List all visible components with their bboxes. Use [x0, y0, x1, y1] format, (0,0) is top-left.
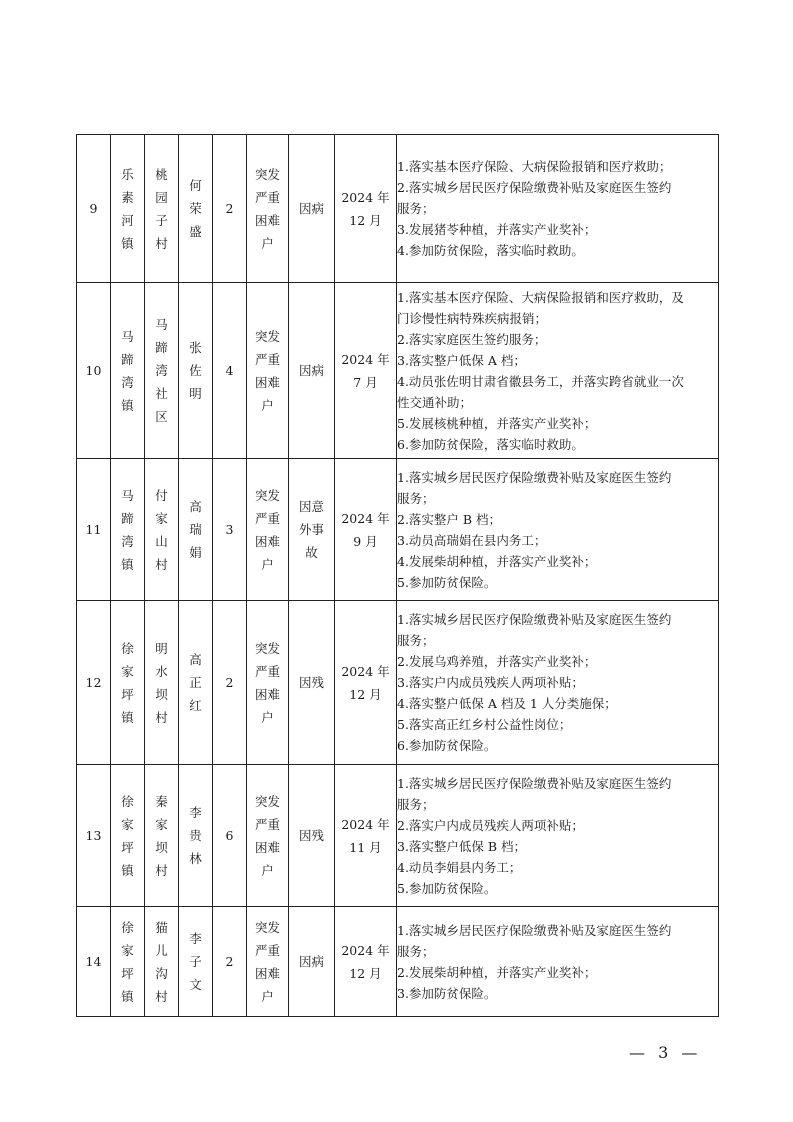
measure-line: 3.落实户内成员残疾人两项补贴；	[397, 675, 584, 690]
household-size-cell: 2	[213, 135, 247, 283]
village-char: 沟	[155, 965, 168, 981]
town-char: 镇	[121, 397, 134, 413]
name-char: 瑞	[189, 522, 202, 537]
name-char: 高	[189, 499, 202, 514]
type-char: 严重	[254, 816, 280, 832]
table-row	[77, 283, 719, 459]
measure-line: 1.落实城乡居民医疗保险缴费补贴及家庭医生签约	[397, 775, 672, 791]
village-char: 家	[155, 510, 168, 526]
measure-line: 2.发展柴胡种植，并落实产业奖补；	[397, 964, 597, 980]
cause-cell	[289, 765, 335, 907]
town-char: 蹄	[121, 351, 134, 367]
household-type-cell	[247, 907, 289, 1017]
village-char: 村	[155, 988, 168, 1004]
measure-line: 4.动员李娟县内务工；	[397, 859, 522, 875]
cause-cell	[289, 135, 335, 283]
type-char: 困难	[254, 212, 280, 228]
type-char: 困难	[254, 965, 280, 981]
village-char: 区	[155, 409, 168, 424]
household-size-cell: 4	[213, 283, 247, 459]
name-char: 贵	[189, 828, 202, 843]
date-char: 7 月	[353, 374, 378, 390]
table-row	[77, 459, 719, 601]
name-char: 娟	[189, 545, 202, 560]
measure-line: 性交通补助；	[397, 394, 473, 410]
date-char: 2024 年	[341, 351, 390, 367]
name-char: 李	[189, 931, 202, 946]
village-char: 家	[155, 816, 168, 832]
measure-line: 1.落实城乡居民医疗保险缴费补贴及家庭医生签约	[397, 469, 672, 485]
household-type-cell	[247, 765, 289, 907]
measures-cell	[397, 601, 719, 765]
measure-line: 2.落实家庭医生签约服务；	[397, 331, 547, 347]
type-char: 严重	[254, 663, 280, 679]
town-char: 镇	[121, 988, 134, 1004]
name-cell	[179, 907, 213, 1017]
type-char: 户	[261, 988, 274, 1004]
date-cell	[335, 765, 397, 907]
type-char: 困难	[254, 374, 280, 390]
table-row	[77, 601, 719, 765]
measure-line: 3.落实整户低保 B 档；	[397, 838, 527, 854]
type-char: 困难	[254, 839, 280, 855]
name-char: 红	[189, 698, 202, 713]
cause-char: 因病	[298, 954, 324, 969]
household-type-cell	[247, 601, 289, 765]
village-char: 坝	[155, 839, 168, 855]
table-row	[77, 907, 719, 1017]
village-char: 秦	[155, 793, 168, 809]
village-char: 村	[155, 235, 168, 251]
measure-line: 服务；	[397, 201, 435, 216]
town-char: 坪	[121, 686, 134, 702]
village-cell	[145, 907, 179, 1017]
measure-line: 4.动员张佐明甘肃省徽县务工，并落实跨省就业一次	[397, 373, 684, 389]
name-char: 盛	[189, 224, 202, 239]
cause-char: 因残	[298, 675, 324, 690]
measure-line: 5.发展核桃种植，并落实产业奖补；	[397, 415, 597, 431]
name-char: 正	[189, 675, 202, 690]
cause-cell	[289, 601, 335, 765]
household-size-cell: 2	[213, 601, 247, 765]
cause-char: 因病	[298, 201, 324, 216]
type-char: 突发	[254, 166, 280, 182]
type-char: 突发	[254, 640, 280, 656]
row-number: 11	[77, 459, 111, 601]
village-char: 湾	[155, 363, 168, 378]
measure-line: 1.落实城乡居民医疗保险缴费补贴及家庭医生签约	[397, 922, 672, 938]
cause-cell	[289, 907, 335, 1017]
village-char: 村	[155, 862, 168, 878]
measure-line: 4.落实整户低保 A 档及 1 人分类施保；	[397, 696, 617, 711]
village-char: 子	[155, 212, 168, 228]
town-char: 镇	[121, 709, 134, 725]
type-char: 严重	[254, 351, 280, 367]
name-char: 何	[189, 178, 202, 193]
date-cell	[335, 283, 397, 459]
date-char: 12 月	[349, 686, 382, 702]
date-char: 11 月	[349, 839, 382, 855]
date-char: 12 月	[349, 212, 382, 228]
cause-cell	[289, 283, 335, 459]
name-char: 张	[189, 340, 202, 355]
measure-line: 3.落实整户低保 A 档；	[397, 352, 526, 368]
page-number: — 3 —	[629, 1043, 702, 1062]
type-char: 严重	[254, 189, 280, 205]
town-char: 坪	[121, 965, 134, 981]
name-char: 子	[189, 954, 202, 969]
town-char: 湾	[121, 533, 134, 549]
measure-line: 3.动员高瑞娟在县内务工；	[397, 532, 547, 548]
household-type-cell	[247, 283, 289, 459]
row-number: 13	[77, 765, 111, 907]
measure-line: 4.参加防贫保险，落实临时救助。	[397, 243, 584, 258]
date-cell	[335, 135, 397, 283]
cause-char: 因病	[298, 363, 324, 378]
cause-char: 外事	[298, 522, 324, 537]
date-cell	[335, 601, 397, 765]
town-char: 镇	[121, 556, 134, 572]
village-char: 桃	[155, 166, 168, 182]
type-char: 突发	[254, 793, 280, 809]
measure-line: 1.落实基本医疗保险、大病保险报销和医疗救助；	[397, 159, 672, 174]
type-char: 困难	[254, 686, 280, 702]
town-char: 蹄	[121, 510, 134, 526]
town-char: 家	[121, 816, 134, 832]
measures-cell	[397, 765, 719, 907]
household-size-cell: 2	[213, 907, 247, 1017]
type-char: 突发	[254, 328, 280, 344]
village-char: 园	[155, 189, 168, 205]
village-cell	[145, 601, 179, 765]
measure-line: 6.参加防贫保险。	[397, 738, 497, 753]
name-cell	[179, 601, 213, 765]
cause-char: 因残	[298, 828, 324, 843]
village-cell	[145, 459, 179, 601]
assistance-table	[76, 134, 719, 1017]
town-char: 湾	[121, 374, 134, 390]
name-cell	[179, 459, 213, 601]
town-char: 河	[121, 212, 134, 228]
measure-line: 5.参加防贫保险。	[397, 574, 497, 590]
type-char: 户	[261, 862, 274, 878]
date-char: 2024 年	[341, 816, 390, 832]
village-cell	[145, 765, 179, 907]
type-char: 突发	[254, 919, 280, 935]
village-cell	[145, 135, 179, 283]
name-cell	[179, 765, 213, 907]
town-char: 家	[121, 942, 134, 958]
measure-line: 服务；	[397, 633, 435, 648]
type-char: 户	[261, 556, 274, 572]
town-char: 马	[121, 487, 134, 503]
type-char: 户	[261, 397, 274, 413]
measure-line: 5.参加防贫保险。	[397, 880, 497, 896]
name-char: 林	[189, 851, 202, 866]
measure-line: 服务；	[397, 490, 435, 506]
cause-cell	[289, 459, 335, 601]
village-char: 儿	[155, 942, 168, 958]
measure-line: 2.落实城乡居民医疗保险缴费补贴及家庭医生签约	[397, 180, 672, 195]
date-char: 12 月	[349, 965, 382, 981]
date-char: 2024 年	[341, 189, 390, 205]
date-char: 2024 年	[341, 942, 390, 958]
name-char: 明	[189, 386, 202, 401]
measure-line: 4.发展柴胡种植，并落实产业奖补；	[397, 553, 597, 569]
name-char: 李	[189, 805, 202, 820]
town-char: 乐	[121, 166, 134, 182]
village-char: 坝	[155, 686, 168, 702]
village-char: 社	[155, 386, 168, 401]
table-row	[77, 765, 719, 907]
cause-char: 故	[305, 545, 318, 560]
measure-line: 5.落实高正红乡村公益性岗位；	[397, 717, 572, 732]
town-char: 马	[121, 328, 134, 344]
table-row	[77, 135, 719, 283]
name-char: 佐	[189, 363, 202, 378]
date-cell	[335, 907, 397, 1017]
type-char: 严重	[254, 942, 280, 958]
table-body	[77, 135, 719, 1017]
row-number: 14	[77, 907, 111, 1017]
town-char: 徐	[121, 919, 134, 935]
type-char: 突发	[254, 487, 280, 503]
date-char: 2024 年	[341, 663, 390, 679]
village-char: 猫	[155, 919, 168, 935]
town-char: 徐	[121, 793, 134, 809]
date-cell	[335, 459, 397, 601]
cause-char: 因意	[298, 499, 324, 514]
measure-line: 1.落实基本医疗保险、大病保险报销和医疗救助，及	[397, 289, 684, 305]
town-char: 徐	[121, 640, 134, 656]
town-char: 素	[121, 189, 134, 205]
type-char: 困难	[254, 533, 280, 549]
name-char: 高	[189, 652, 202, 667]
measure-line: 门诊慢性病特殊疾病报销；	[397, 310, 548, 326]
town-cell	[111, 283, 145, 459]
measures-cell	[397, 907, 719, 1017]
town-char: 坪	[121, 839, 134, 855]
measure-line: 3.参加防贫保险。	[397, 985, 497, 1001]
measure-line: 6.参加防贫保险，落实临时救助。	[397, 436, 584, 452]
village-char: 蹄	[155, 340, 168, 355]
name-cell	[179, 283, 213, 459]
village-char: 付	[155, 487, 168, 503]
measure-line: 2.落实整户 B 档；	[397, 511, 502, 527]
date-char: 2024 年	[341, 510, 390, 526]
row-number: 12	[77, 601, 111, 765]
type-char: 严重	[254, 510, 280, 526]
measures-cell	[397, 135, 719, 283]
name-cell	[179, 135, 213, 283]
measure-line: 1.落实城乡居民医疗保险缴费补贴及家庭医生签约	[397, 612, 672, 627]
town-cell	[111, 459, 145, 601]
town-char: 镇	[121, 235, 134, 251]
village-char: 水	[155, 663, 168, 679]
measure-line: 2.落实户内成员残疾人两项补贴；	[397, 817, 584, 833]
measure-line: 2.发展乌鸡养殖，并落实产业奖补；	[397, 654, 597, 669]
name-char: 文	[189, 977, 202, 992]
date-char: 9 月	[353, 533, 378, 549]
household-type-cell	[247, 459, 289, 601]
village-char: 明	[155, 640, 168, 656]
type-char: 户	[261, 235, 274, 251]
town-cell	[111, 907, 145, 1017]
town-cell	[111, 135, 145, 283]
measures-cell	[397, 283, 719, 459]
village-char: 村	[155, 709, 168, 725]
town-char: 镇	[121, 862, 134, 878]
household-size-cell: 6	[213, 765, 247, 907]
measure-line: 服务；	[397, 943, 435, 959]
measure-line: 3.发展猪苓种植，并落实产业奖补；	[397, 222, 597, 237]
row-number: 10	[77, 283, 111, 459]
measure-line: 服务；	[397, 796, 435, 812]
village-char: 马	[155, 317, 168, 332]
name-char: 荣	[189, 201, 202, 216]
household-size-cell: 3	[213, 459, 247, 601]
village-char: 村	[155, 556, 168, 572]
type-char: 户	[261, 709, 274, 725]
town-char: 家	[121, 663, 134, 679]
town-cell	[111, 601, 145, 765]
village-cell	[145, 283, 179, 459]
row-number: 9	[77, 135, 111, 283]
household-type-cell	[247, 135, 289, 283]
town-cell	[111, 765, 145, 907]
village-char: 山	[155, 533, 168, 549]
measures-cell	[397, 459, 719, 601]
